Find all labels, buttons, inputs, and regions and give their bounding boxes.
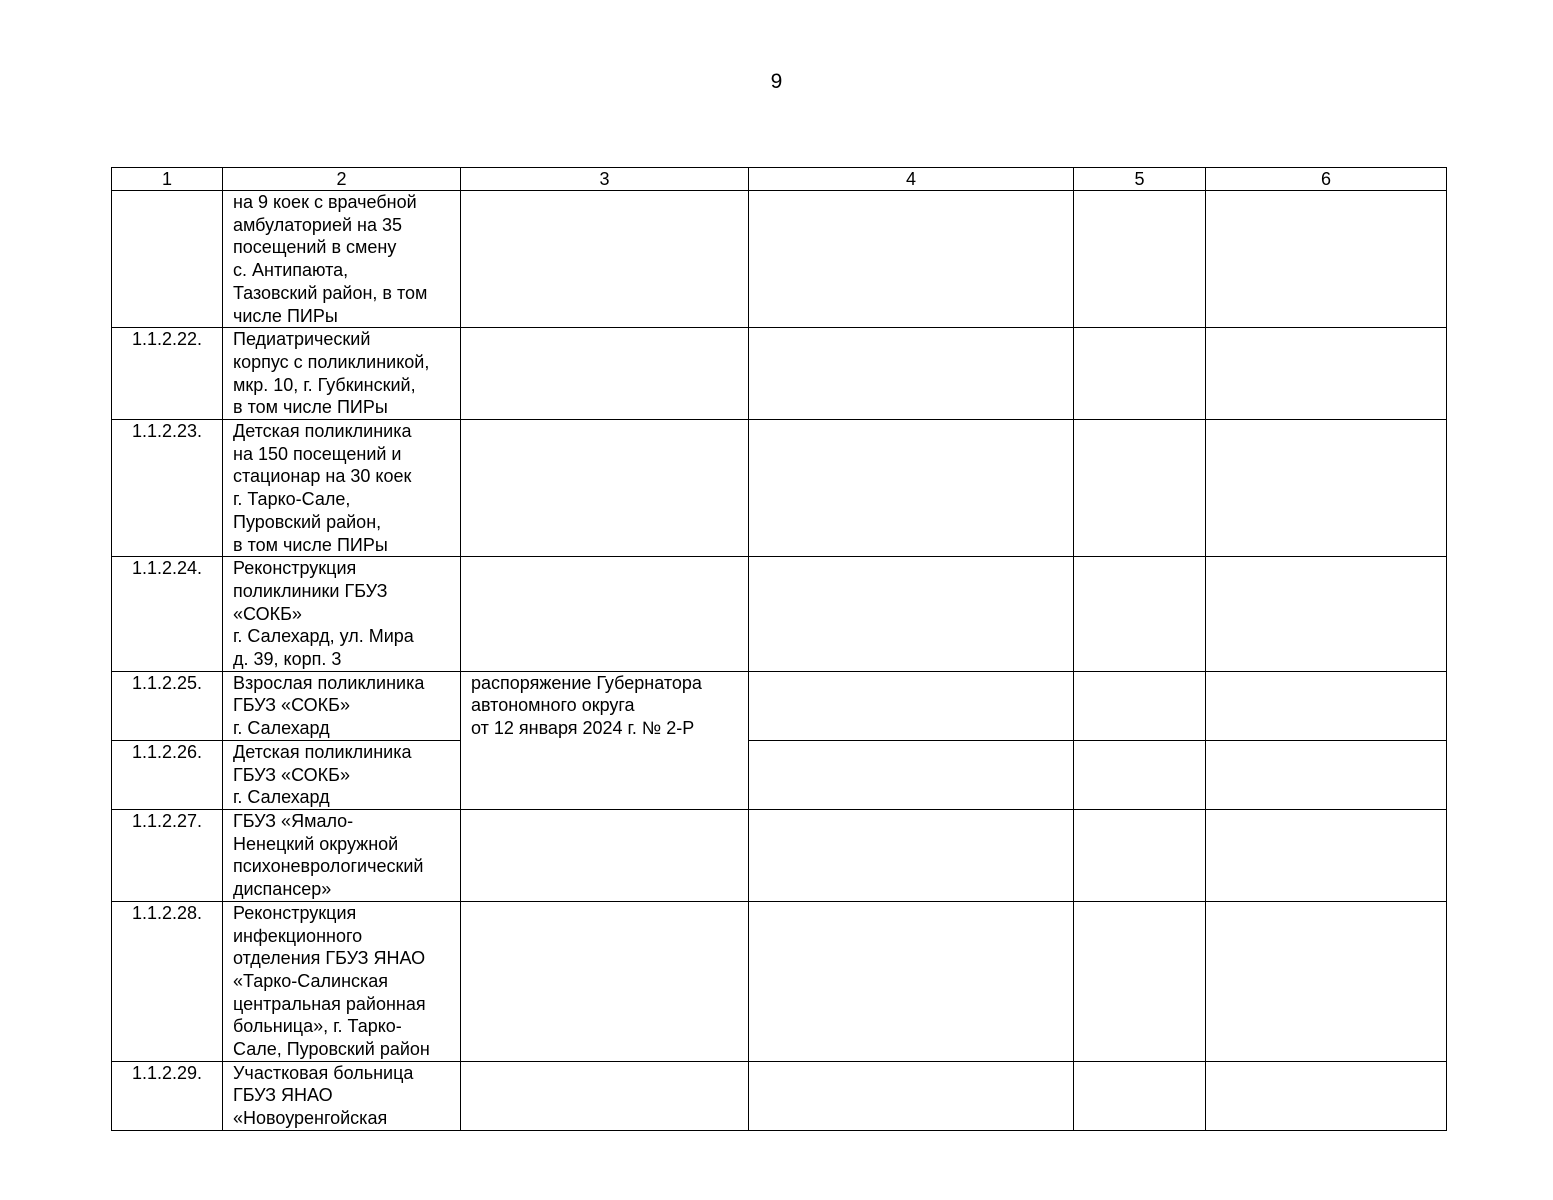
empty-cell xyxy=(1074,420,1206,557)
empty-cell xyxy=(1206,191,1447,328)
column-header-6: 6 xyxy=(1206,168,1447,191)
object-name: на 9 коек с врачебной амбулаторией на 35 посещений в смену с. Антипаюта, Тазовский район, в том числе ПИРы xyxy=(223,191,461,328)
table-row xyxy=(112,901,1447,1061)
document-reference xyxy=(461,557,749,672)
object-name: Педиатрический корпус с поликлиникой, мкр. 10, г. Губкинский, в том числе ПИРы xyxy=(223,328,461,420)
row-number: 1.1.2.25. xyxy=(112,671,223,740)
empty-cell xyxy=(749,557,1074,672)
empty-cell xyxy=(1074,809,1206,901)
column-header-1: 1 xyxy=(112,168,223,191)
row-number: 1.1.2.24. xyxy=(112,557,223,672)
empty-cell xyxy=(749,1061,1074,1130)
document-reference xyxy=(461,420,749,557)
row-number: 1.1.2.28. xyxy=(112,901,223,1061)
table-row xyxy=(112,671,1447,740)
object-name: Реконструкция поликлиники ГБУЗ «СОКБ» г. Салехард, ул. Мира д. 39, корп. 3 xyxy=(223,557,461,672)
page-number: 9 xyxy=(770,70,783,93)
empty-cell xyxy=(1074,671,1206,740)
empty-cell xyxy=(749,809,1074,901)
row-number: 1.1.2.27. xyxy=(112,809,223,901)
table-row xyxy=(112,1061,1447,1130)
empty-cell xyxy=(749,671,1074,740)
empty-cell xyxy=(1206,328,1447,420)
table-row xyxy=(112,191,1447,328)
empty-cell xyxy=(749,191,1074,328)
object-name: ГБУЗ «Ямало- Ненецкий окружной психоневрологический диспансер» xyxy=(223,809,461,901)
empty-cell xyxy=(749,328,1074,420)
table-row xyxy=(112,740,1447,809)
object-name: Взрослая поликлиника ГБУЗ «СОКБ» г. Салехард xyxy=(223,671,461,740)
column-header-4: 4 xyxy=(749,168,1074,191)
empty-cell xyxy=(1206,420,1447,557)
empty-cell xyxy=(1074,557,1206,672)
row-number: 1.1.2.23. xyxy=(112,420,223,557)
object-name: Реконструкция инфекционного отделения ГБУЗ ЯНАО «Тарко-Салинская центральная районная больница», г. Тарко- Сале, Пуровский район xyxy=(223,901,461,1061)
empty-cell xyxy=(1074,740,1206,809)
row-number: 1.1.2.29. xyxy=(112,1061,223,1130)
table-header-row xyxy=(112,168,1447,191)
empty-cell xyxy=(1206,557,1447,672)
column-header-2: 2 xyxy=(223,168,461,191)
table-row xyxy=(112,328,1447,420)
empty-cell xyxy=(1206,740,1447,809)
document-reference xyxy=(461,191,749,328)
empty-cell xyxy=(1206,901,1447,1061)
empty-cell xyxy=(1074,191,1206,328)
empty-cell xyxy=(1074,328,1206,420)
empty-cell xyxy=(1074,1061,1206,1130)
empty-cell xyxy=(1206,1061,1447,1130)
document-reference xyxy=(461,809,749,901)
object-name: Детская поликлиника ГБУЗ «СОКБ» г. Салехард xyxy=(223,740,461,809)
column-header-3: 3 xyxy=(461,168,749,191)
row-number: 1.1.2.22. xyxy=(112,328,223,420)
empty-cell xyxy=(749,420,1074,557)
document-reference xyxy=(461,1061,749,1130)
column-header-5: 5 xyxy=(1074,168,1206,191)
empty-cell xyxy=(749,740,1074,809)
table-row xyxy=(112,420,1447,557)
table-row xyxy=(112,557,1447,672)
empty-cell xyxy=(749,901,1074,1061)
document-table xyxy=(111,167,1447,1131)
document-reference: распоряжение Губернатора автономного округа от 12 января 2024 г. № 2-Р xyxy=(461,671,749,809)
document-reference xyxy=(461,328,749,420)
row-number xyxy=(112,191,223,328)
object-name: Детская поликлиника на 150 посещений и стационар на 30 коек г. Тарко-Сале, Пуровский район, в том числе ПИРы xyxy=(223,420,461,557)
object-name: Участковая больница ГБУЗ ЯНАО «Новоуренгойская xyxy=(223,1061,461,1130)
table-row xyxy=(112,809,1447,901)
document-reference xyxy=(461,901,749,1061)
empty-cell xyxy=(1206,809,1447,901)
row-number: 1.1.2.26. xyxy=(112,740,223,809)
empty-cell xyxy=(1206,671,1447,740)
empty-cell xyxy=(1074,901,1206,1061)
